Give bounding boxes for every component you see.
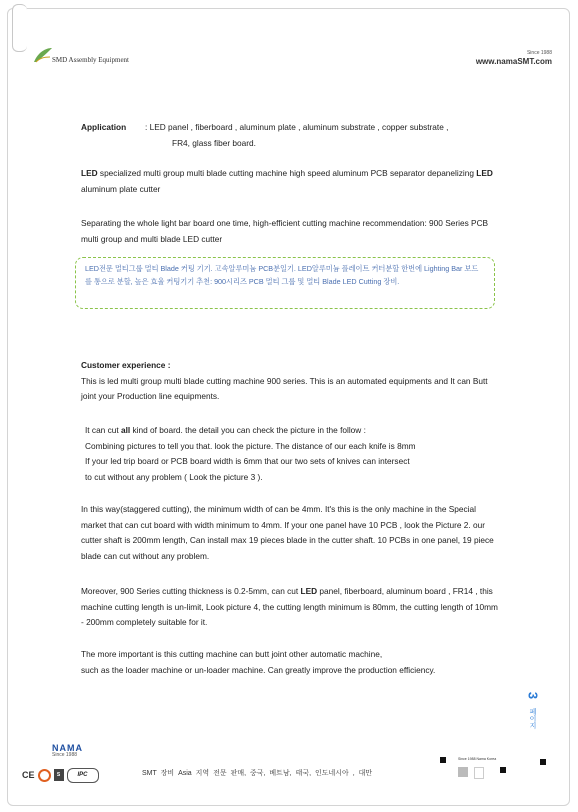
binder-tab <box>12 4 27 52</box>
customer-heading: Customer experience : <box>81 360 171 370</box>
intro-text-end: aluminum plate cutter <box>81 183 161 194</box>
cert-square-icon: S <box>54 769 64 781</box>
square-marker-icon <box>540 759 546 765</box>
application-section <box>81 120 501 151</box>
list-item: to cut without any problem ( Look the picture 3 ). <box>85 471 263 482</box>
company-logo <box>22 46 152 70</box>
list-item: Combining pictures to tell you that. look the picture. The distance of our each knife is 8mm <box>85 440 416 451</box>
automation-line1: The more important is this cutting machine can butt joint other automatic machine, <box>81 649 383 659</box>
intro-text: specialized multi group multi blade cutting machine high speed aluminum PCB separator depanelizing <box>97 168 477 178</box>
automation-paragraph <box>81 647 501 678</box>
website-url[interactable]: www.namaSMT.com <box>475 57 552 66</box>
footer-small-since: Since 1988 Nama Korea <box>458 757 497 761</box>
page-number-value: 3 <box>525 691 541 700</box>
application-line1: : LED panel , fiberboard , aluminum plate , aluminum substrate , copper substrate , <box>145 122 449 132</box>
staggered-cutting-paragraph: In this way(staggered cutting), the minimum width of can be 4mm. It's this is the only machine in the Special market that can cut board with width minimum to 4mm. If your one panel have 10 PCB , look the Picture 2. our cutter shaft is 200mm length, Can install max 19 pieces blade in the cutter shaft. 10 PCBs in one panel, 19 piece blade can cut without any problem. <box>81 504 494 561</box>
company-name: SMD Assembly Equipment <box>52 56 130 64</box>
korean-summary-box: LED전문 멀티그룹 멀티 Blade 커팅 기기. 고속알루미늄 PCB분일기. LED알루미늄 플레이트 커터분할 한번에 Lighting Bar 보드를 통으로 분할, 높은 효율 커팅기기 추천: 900시리즈 PCB 멀티 그룹 및 멀티 Blade LED Cutting 장비. <box>75 257 495 309</box>
leaf-logo-icon <box>32 46 54 64</box>
ce-mark-icon: CE <box>22 770 35 780</box>
application-line2: FR4, glass fiber board. <box>172 137 256 148</box>
since-label: Since 1988 <box>526 50 552 56</box>
footer-logo-text: NAMA <box>52 743 83 753</box>
page-number <box>523 688 543 738</box>
recommendation-paragraph: Separating the whole light bar board one time, high-efficient cutting machine recommendation: 900 Series PCB multi group and multi blade LED cutter <box>81 218 489 244</box>
cert-circle-icon <box>38 769 51 782</box>
customer-text: This is led multi group multi blade cutting machine 900 series. This is an automated equipments and It can Butt joint your Production line equipments. <box>81 375 488 401</box>
intro-paragraph <box>81 166 501 197</box>
list-item: If your led trip board or PCB board width is 6mm that our two sets of knives can intersect <box>85 456 410 466</box>
certification-badges <box>22 767 99 783</box>
application-label: Application <box>81 122 127 132</box>
customer-experience-section <box>81 358 501 405</box>
square-marker-icon <box>440 757 446 763</box>
led-bold: LED <box>81 168 98 178</box>
detail-list <box>85 423 505 485</box>
footer-decoration <box>440 757 550 777</box>
footer-description: SMT 장비 Asia 지역 전문 판매, 중국, 베트남, 태국, 인도네시아 , 대만 <box>142 770 373 777</box>
white-square-icon <box>474 767 484 779</box>
footer-since: Since 1988 <box>52 752 78 758</box>
square-marker-icon <box>500 767 506 773</box>
led-bold: LED <box>476 168 493 178</box>
ipc-badge: IPC <box>67 768 99 783</box>
list-item: It can cut all kind of board. the detail you can check the picture in the follow : <box>85 425 366 435</box>
footer-logo <box>52 743 102 758</box>
page-number-label: 페이지 <box>529 708 536 729</box>
automation-line2: such as the loader machine or un-loader machine. Can greatly improve the production efficiency. <box>81 664 436 675</box>
thickness-paragraph: Moreover, 900 Series cutting thickness is 0.2-5mm, can cut LED panel, fiberboard, aluminum board , FR14 , this machine cutting length is un-limit, Look picture 4, the cutting length minimum is 80mm, the cutting length of 10mm - 200mm completely suitable for it. <box>81 586 498 627</box>
gray-square-icon <box>458 767 468 777</box>
